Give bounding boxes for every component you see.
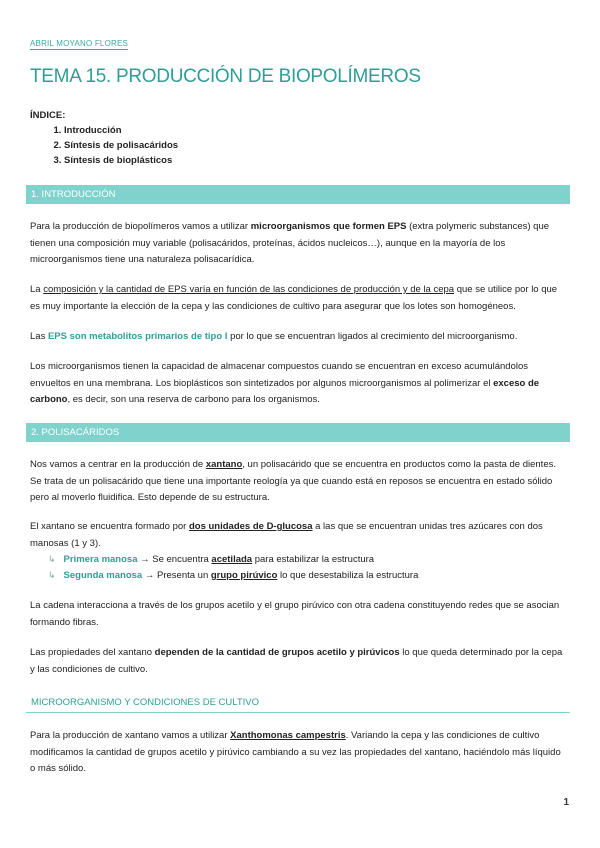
table-of-contents: [30, 110, 178, 168]
text-run: para estabilizar la estructura: [252, 554, 375, 565]
paragraph-eps-metabolites: [30, 329, 566, 346]
text-run: Las propiedades del xantano: [30, 647, 155, 658]
paragraph-xantano: [30, 457, 566, 507]
index-list: [30, 123, 178, 168]
bold-underlined-text: xantano: [205, 459, 243, 470]
text-run: → Se encuentra: [137, 554, 212, 565]
paragraph-xanthomonas: [30, 728, 566, 778]
bold-text: dependen de la cantidad de grupos acetilo y pirúvicos: [154, 647, 400, 658]
text-run: . Variando la cepa y las condiciones de cultivo modificamos la cantidad de grupos acetilo y pirúvico cambiando a su vez las propiedades del xantano, haciéndolo más líquido o más sólido.: [30, 730, 561, 774]
paragraph-eps-composition: [30, 282, 566, 315]
author-name: ABRIL MOYANO FLORES: [30, 39, 129, 48]
paragraph-chain-interaction: La cadena interacciona a través de los grupos acetilo y el grupo pirúvico con otra cadena constituyendo redes que se asocian formando fibras.: [30, 600, 560, 628]
text-run: lo que desestabiliza la estructura: [277, 570, 419, 581]
text-run: (extra polymeric substances) que tienen una composición muy variable (polisacáridos, proteínas, ácidos nucleicos…), aunque en la mayoría de los microorganismos tiene una naturaleza polisacarídica.: [30, 221, 550, 265]
section-heading-polisacaridos: 2. POLISACÁRIDOS: [26, 423, 570, 442]
bullet-label: Primera manosa: [63, 554, 138, 565]
text-run: lo que queda determinado por la cepa y las condiciones de cultivo.: [30, 647, 563, 675]
bullet-segunda-manosa: [48, 567, 418, 584]
text-run: Nos vamos a centrar en la producción de: [30, 459, 206, 470]
text-run: a las que se encuentran unidas tres azúcares con dos manosas (1 y 3).: [30, 521, 543, 549]
bold-underlined-text: Xanthomonas campestris: [230, 730, 346, 741]
underlined-text: composición y la cantidad de EPS varía en función de las condiciones de producción y de la cepa: [43, 284, 455, 295]
text-run: por lo que se encuentran ligados al crecimiento del microorganismo.: [227, 331, 518, 342]
bullet-label: Segunda manosa: [63, 570, 143, 581]
index-heading: ÍNDICE:: [30, 110, 66, 121]
bold-underlined-text: dos unidades de D-glucosa: [188, 521, 313, 532]
bold-underlined-text: acetilada: [211, 554, 253, 565]
paragraph-xantano-properties: [30, 645, 566, 678]
text-run: Para la producción de xantano vamos a utilizar: [30, 730, 231, 741]
text-run: , un polisacárido que se encuentra en productos como la pasta de dientes. Se trata de un polisacárido que tiene una importante reología ya que cuando está en reposos se encuentra en estado sólido pero al moverlo fluidifica. Esto depende de su estructura.: [30, 459, 556, 503]
arrow-bullet-icon: ↳: [48, 570, 56, 580]
text-run: El xantano se encuentra formado por: [30, 521, 189, 532]
page-number: 1: [563, 797, 569, 808]
text-run: Para la producción de biopolímeros vamos a utilizar: [30, 221, 251, 232]
index-item-polisacaridos: 2. Síntesis de polisacáridos: [64, 138, 178, 153]
text-run: La: [30, 284, 44, 295]
bold-text: exceso de carbono: [30, 377, 540, 405]
paragraph-bioplastics: [30, 359, 566, 409]
highlighted-text: EPS son metabolitos primarios de tipo I: [47, 331, 228, 342]
text-run: → Presenta un: [142, 570, 211, 581]
text-run: Los microorganismos tienen la capacidad de almacenar compuestos cuando se encuentran en exceso acumulándolos envueltos en una membrana. Los bioplásticos son sintetizados por algunos microorganismos al polimerizar el: [30, 361, 528, 389]
index-item-bioplasticos: 3. Síntesis de bioplásticos: [64, 153, 178, 168]
paragraph-eps-intro: [30, 219, 566, 269]
document-title: TEMA 15. PRODUCCIÓN DE BIOPOLÍMEROS: [30, 66, 421, 87]
text-run: que se utilice por lo que es muy importante la elección de la cepa y las condiciones de cultivo para asegurar que los lotes son homogéneos.: [30, 284, 558, 312]
bullet-primera-manosa: [48, 551, 374, 568]
paragraph-xantano-structure: [30, 519, 566, 552]
arrow-bullet-icon: ↳: [48, 554, 56, 564]
subsection-heading-microorganismo: MICROORGANISMO Y CONDICIONES DE CULTIVO: [26, 693, 570, 713]
text-run: , es decir, son una reserva de carbono para los organismos.: [67, 394, 320, 405]
bold-underlined-text: grupo pirúvico: [210, 570, 278, 581]
bold-text: microorganismos que formen EPS: [250, 221, 407, 232]
text-run: Las: [30, 331, 48, 342]
index-item-introduccion: 1. Introducción: [64, 123, 178, 138]
section-heading-introduccion: 1. INTRODUCCIÓN: [26, 185, 570, 204]
